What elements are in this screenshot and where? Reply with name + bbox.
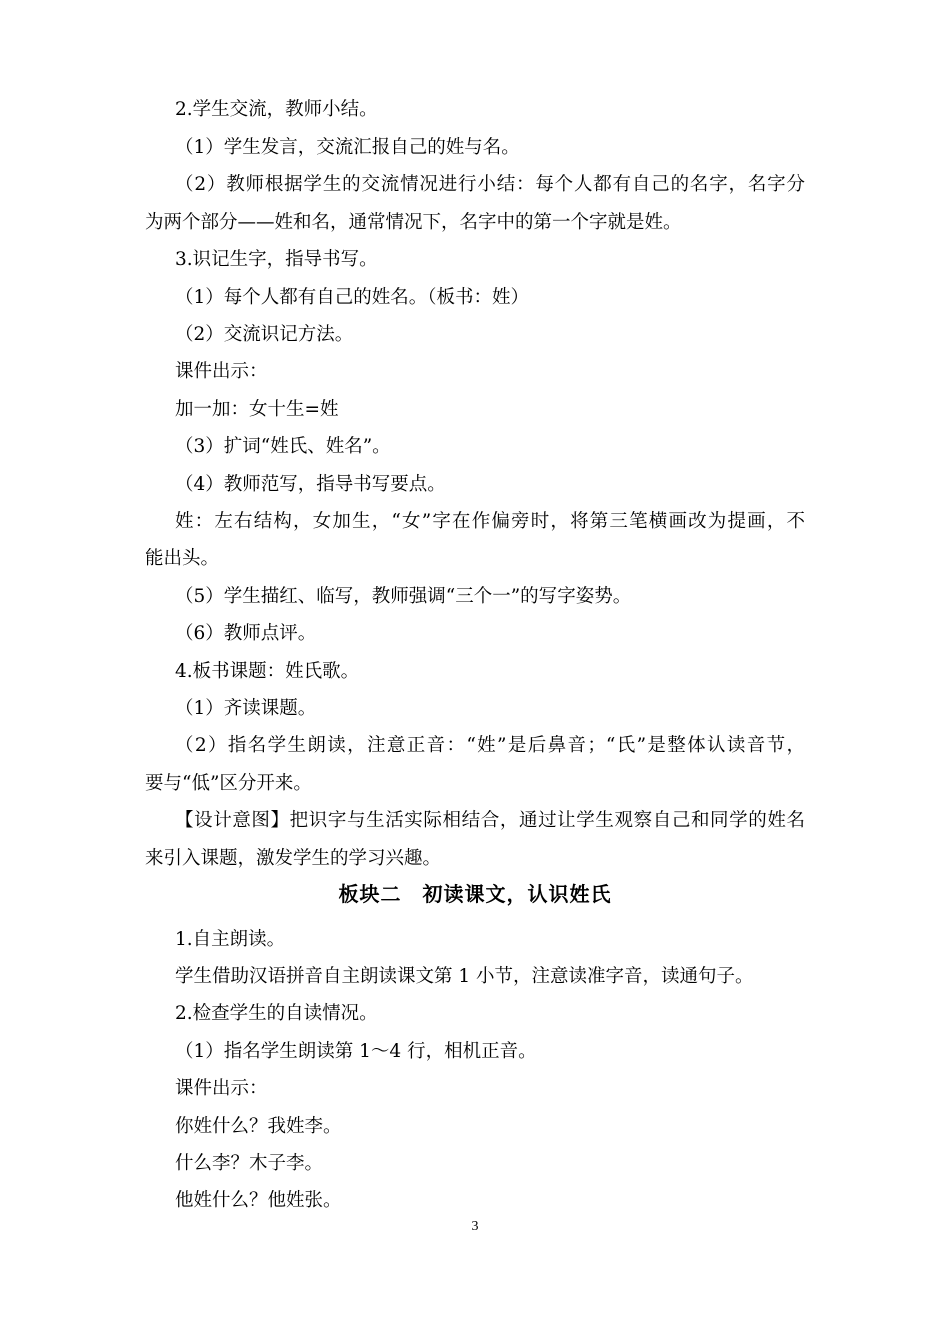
design-intent-line: 【设计意图】把识字与生活实际相结合，通过让学生观察自己和同学的姓名 xyxy=(175,810,805,831)
paragraph-line: 课件出示： xyxy=(175,361,268,382)
section-heading: 板块二 初读课文，认识姓氏 xyxy=(338,882,612,906)
page-number: 3 xyxy=(471,1219,479,1234)
paragraph-line: （6）教师点评。 xyxy=(175,623,317,644)
paragraph-line: （5）学生描红、临写，教师强调“三个一”的写字姿势。 xyxy=(175,586,632,607)
paragraph-line: 4.板书课题：姓氏歌。 xyxy=(175,661,360,682)
paragraph-line: （3）扩词“姓氏、姓名”。 xyxy=(175,436,391,457)
courseware-line: 你姓什么？我姓李。 xyxy=(175,1116,342,1137)
courseware-line: 他姓什么？他姓张。 xyxy=(175,1190,342,1211)
paragraph-line: （1）指名学生朗读第 1～4 行，相机正音。 xyxy=(175,1041,537,1062)
paragraph-line: （2）教师根据学生的交流情况进行小结：每个人都有自己的名字，名字分 xyxy=(175,174,805,195)
paragraph-line: 为两个部分——姓和名，通常情况下，名字中的第一个字就是姓。 xyxy=(145,212,682,233)
paragraph-line: （4）教师范写，指导书写要点。 xyxy=(175,474,446,495)
paragraph-line: （1）每个人都有自己的姓名。（板书：姓） xyxy=(175,287,530,308)
paragraph-line: （2）指名学生朗读，注意正音：“姓”是后鼻音；“氏”是整体认读音节， xyxy=(175,735,805,756)
courseware-line: 加一加：女十生=姓 xyxy=(175,399,339,420)
paragraph-line: 课件出示： xyxy=(175,1078,268,1099)
paragraph-line: （2）交流识记方法。 xyxy=(175,324,354,345)
paragraph-line: 2.检查学生的自读情况。 xyxy=(175,1003,378,1024)
paragraph-line: （1）学生发言，交流汇报自己的姓与名。 xyxy=(175,137,520,158)
paragraph-line: 要与“低”区分开来。 xyxy=(145,773,312,794)
paragraph-line: 学生借助汉语拼音自主朗读课文第 1 小节，注意读准字音，读通句子。 xyxy=(175,966,754,987)
paragraph-line: 1.自主朗读。 xyxy=(175,929,286,950)
courseware-line: 什么李？木子李。 xyxy=(175,1153,324,1174)
paragraph-line: 3.识记生字，指导书写。 xyxy=(175,249,378,270)
paragraph-line: （1）齐读课题。 xyxy=(175,698,317,719)
paragraph-line: 姓：左右结构，女加生，“女”字在作偏旁时，将第三笔横画改为提画，不 xyxy=(175,511,805,532)
paragraph-line: 2.学生交流，教师小结。 xyxy=(175,99,378,120)
design-intent-line: 来引入课题，激发学生的学习兴趣。 xyxy=(145,848,442,869)
paragraph-line: 能出头。 xyxy=(145,548,220,569)
